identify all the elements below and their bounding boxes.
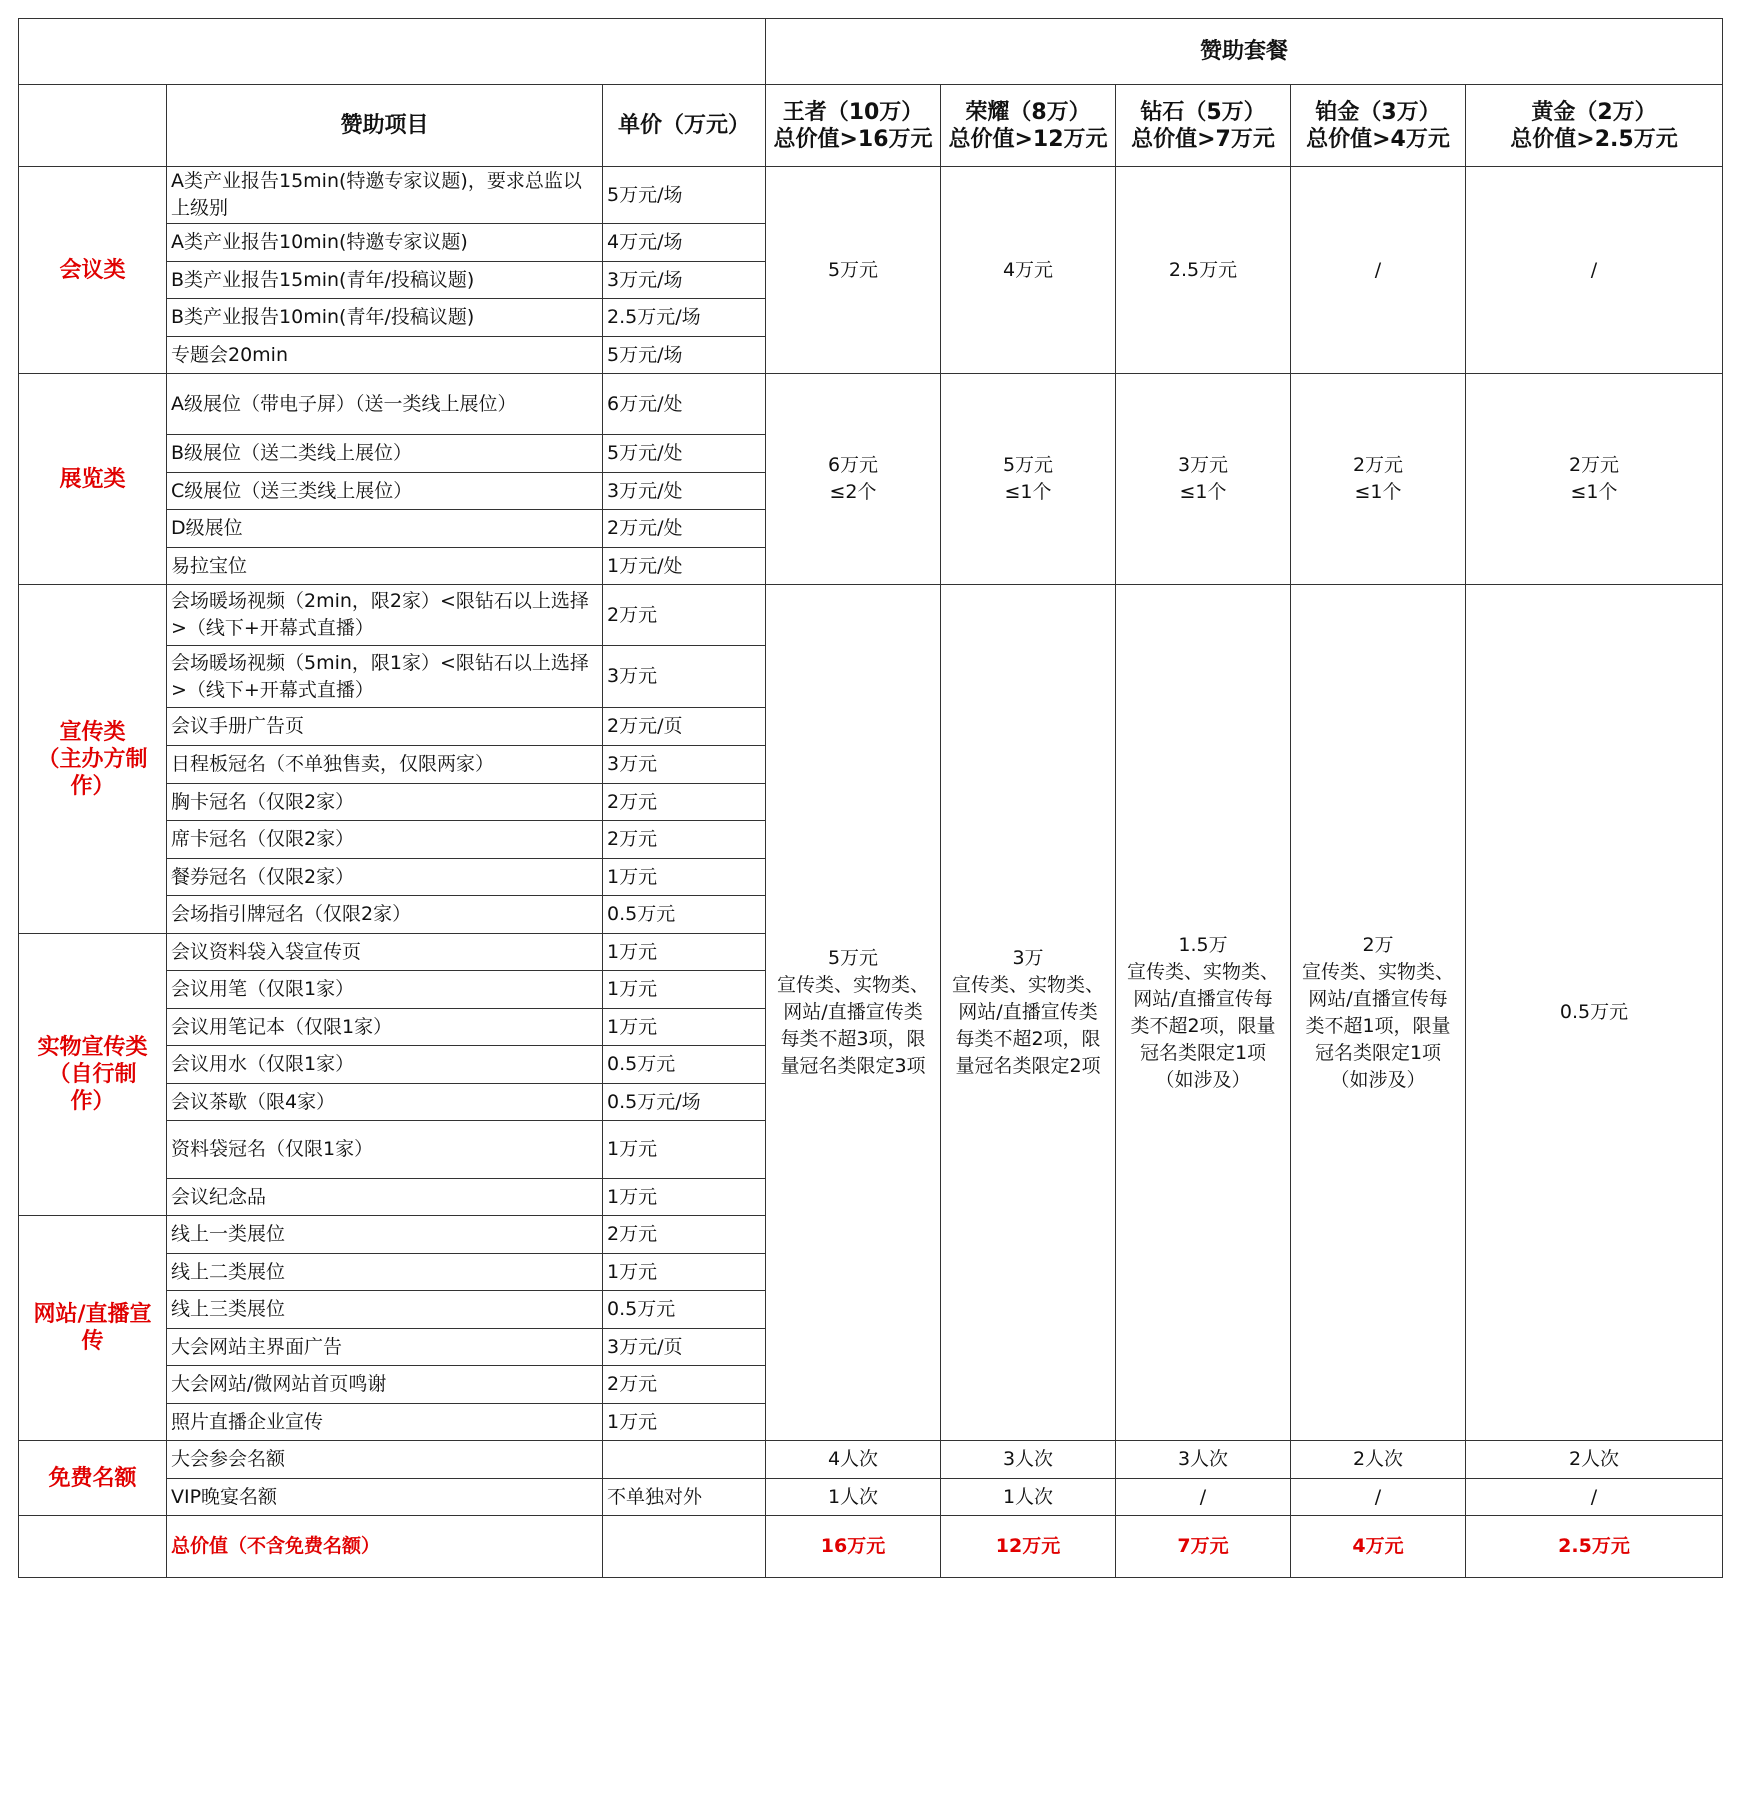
item-name: 餐券冠名（仅限2家）: [167, 859, 603, 896]
promo-tier-line: 2万: [1362, 933, 1394, 956]
item-name: 席卡冠名（仅限2家）: [167, 821, 603, 859]
promo-tier-value: [766, 585, 941, 1441]
tier-name: 王者（10万）: [782, 99, 924, 125]
item-price: 1万元: [603, 1254, 766, 1291]
tier-value: 总价值>12万元: [948, 126, 1108, 152]
total-tier-value: 7万元: [1116, 1516, 1291, 1578]
tier-name: 黄金（2万）: [1531, 99, 1657, 125]
meeting-tier-value: 2.5万元: [1116, 167, 1291, 374]
price-column-header: 单价（万元）: [603, 85, 766, 167]
item-price: 4万元/场: [603, 224, 766, 262]
item-price: 3万元: [603, 746, 766, 784]
sponsorship-table: [18, 18, 1723, 1578]
exhibit-tier-line: ≤1个: [1004, 481, 1052, 503]
tier-value: 总价值>16万元: [773, 126, 933, 152]
item-name: B类产业报告15min(青年/投稿议题): [167, 262, 603, 299]
item-name: 大会参会名额: [167, 1441, 603, 1479]
item-name: 会议纪念品: [167, 1179, 603, 1216]
item-name: B类产业报告10min(青年/投稿议题): [167, 299, 603, 337]
free-tier-value: 3人次: [941, 1441, 1116, 1479]
sponsorship-sheet: [18, 18, 1723, 1578]
item-name: 会议用笔（仅限1家）: [167, 971, 603, 1009]
exhibit-tier-line: 5万元: [1002, 454, 1054, 476]
total-category-cell: [19, 1516, 167, 1578]
promo-tier-line: 0.5万元: [1559, 1001, 1629, 1023]
item-name: 会议茶歇（限4家）: [167, 1084, 603, 1121]
exhibit-tier-value: [1291, 374, 1466, 585]
item-price: 3万元: [603, 646, 766, 708]
total-price-cell: [603, 1516, 766, 1578]
total-tier-value: 4万元: [1291, 1516, 1466, 1578]
title-row: [19, 19, 1723, 85]
exhibit-tier-line: ≤1个: [1354, 481, 1402, 503]
item-price: 1万元/处: [603, 548, 766, 585]
item-name: 会议用水（仅限1家）: [167, 1046, 603, 1084]
promo-tier-line: （如涉及）: [1330, 1068, 1426, 1091]
promo-tier-line: 类不超1项，限量: [1305, 1014, 1451, 1037]
free-row: [19, 1479, 1723, 1516]
item-price: 6万元/处: [603, 374, 766, 435]
item-name: 照片直播企业宣传: [167, 1404, 603, 1441]
promo-tier-line: 网站/直播宣传类: [783, 1001, 923, 1023]
total-tier-value: 2.5万元: [1466, 1516, 1723, 1578]
promo-tier-line: 量冠名类限定2项: [955, 1055, 1101, 1077]
promo-tier-line: 网站/直播宣传类: [958, 1001, 1098, 1023]
item-price: 5万元/处: [603, 435, 766, 473]
item-name: 会场暖场视频（2min，限2家）<限钻石以上选择>（线下+开幕式直播）: [167, 585, 603, 646]
category-physical: [19, 934, 167, 1216]
category-line: 宣传类: [59, 719, 126, 745]
tier-value: 总价值>7万元: [1131, 126, 1275, 152]
item-price: [603, 1441, 766, 1479]
category-web: [19, 1216, 167, 1441]
category-meeting: 会议类: [19, 167, 167, 374]
free-tier-value: 3人次: [1116, 1441, 1291, 1479]
free-tier-value: 2人次: [1291, 1441, 1466, 1479]
promo-tier-value: [1291, 585, 1466, 1441]
exhibit-tier-line: 2万元: [1352, 454, 1404, 476]
exhibit-tier-value: [1466, 374, 1723, 585]
free-tier-value: 2人次: [1466, 1441, 1723, 1479]
item-price: 2万元: [603, 821, 766, 859]
category-line: 作）: [70, 773, 115, 799]
tier-name: 荣耀（8万）: [965, 99, 1091, 125]
tier-header-zuanshi: [1116, 85, 1291, 167]
item-price: 3万元/处: [603, 473, 766, 510]
promo-tier-line: 3万: [1012, 947, 1044, 969]
meeting-row: [19, 167, 1723, 224]
free-tier-value: 1人次: [766, 1479, 941, 1516]
promo-row: [19, 585, 1723, 646]
item-price: 0.5万元: [603, 1291, 766, 1329]
item-price: 2.5万元/场: [603, 299, 766, 337]
item-name: 会议手册广告页: [167, 708, 603, 746]
promo-tier-line: 类不超2项，限量: [1130, 1014, 1276, 1037]
item-name: B级展位（送二类线上展位）: [167, 435, 603, 473]
category-line: （自行制: [48, 1062, 137, 1087]
meeting-tier-value: /: [1291, 167, 1466, 374]
promo-tier-value: [941, 585, 1116, 1441]
item-price: 0.5万元/场: [603, 1084, 766, 1121]
tier-name: 钻石（5万）: [1140, 99, 1266, 125]
free-tier-value: 4人次: [766, 1441, 941, 1479]
promo-tier-line: （如涉及）: [1155, 1068, 1251, 1091]
promo-tier-line: 5万元: [827, 947, 879, 969]
exhibit-tier-line: ≤2个: [829, 481, 877, 503]
item-price: 0.5万元: [603, 896, 766, 934]
item-price: 1万元: [603, 1179, 766, 1216]
total-tier-value: 16万元: [766, 1516, 941, 1578]
item-name: 资料袋冠名（仅限1家）: [167, 1121, 603, 1179]
item-name: 线上三类展位: [167, 1291, 603, 1329]
item-name: 易拉宝位: [167, 548, 603, 585]
item-price: 1万元: [603, 1009, 766, 1046]
item-price: 2万元: [603, 1216, 766, 1254]
item-name: 线上二类展位: [167, 1254, 603, 1291]
tier-header-huangjin: [1466, 85, 1723, 167]
free-tier-value: /: [1116, 1479, 1291, 1516]
free-tier-value: 1人次: [941, 1479, 1116, 1516]
item-price: 1万元: [603, 971, 766, 1009]
promo-tier-line: 网站/直播宣传每: [1133, 987, 1273, 1010]
item-name: VIP晚宴名额: [167, 1479, 603, 1516]
exhibit-tier-line: 2万元: [1568, 454, 1620, 476]
item-price: 5万元/场: [603, 337, 766, 374]
promo-tier-line: 宣传类、实物类、: [951, 974, 1104, 996]
exhibit-tier-line: 6万元: [827, 454, 879, 476]
total-tier-value: 12万元: [941, 1516, 1116, 1578]
item-name: D级展位: [167, 510, 603, 548]
meeting-tier-value: 5万元: [766, 167, 941, 374]
free-row: [19, 1441, 1723, 1479]
meeting-tier-value: 4万元: [941, 167, 1116, 374]
exhibit-tier-line: 3万元: [1177, 454, 1229, 476]
category-header-cell: [19, 85, 167, 167]
category-line: （主办方制: [37, 746, 148, 772]
tier-header-rongyao: [941, 85, 1116, 167]
category-promo: [19, 585, 167, 934]
column-header-row: [19, 85, 1723, 167]
exhibit-tier-line: ≤1个: [1570, 481, 1618, 503]
tier-header-wangzhe: [766, 85, 941, 167]
exhibit-tier-line: ≤1个: [1179, 481, 1227, 503]
item-price: 1万元: [603, 859, 766, 896]
item-name: 日程板冠名（不单独售卖，仅限两家）: [167, 746, 603, 784]
item-price: 5万元/场: [603, 167, 766, 224]
category-line: 网站/直播宣: [33, 1302, 152, 1327]
item-price: 1万元: [603, 1121, 766, 1179]
item-name: 会场暖场视频（5min，限1家）<限钻石以上选择>（线下+开幕式直播）: [167, 646, 603, 708]
item-price: 2万元/处: [603, 510, 766, 548]
item-price: 不单独对外: [603, 1479, 766, 1516]
category-line: 传: [81, 1329, 104, 1354]
item-price: 1万元: [603, 1404, 766, 1441]
item-name: 大会网站主界面广告: [167, 1329, 603, 1366]
total-label: 总价值（不含免费名额）: [167, 1516, 603, 1578]
promo-tier-line: 1.5万: [1178, 933, 1228, 956]
total-row: [19, 1516, 1723, 1578]
promo-tier-line: 网站/直播宣传每: [1308, 987, 1448, 1010]
item-name: 线上一类展位: [167, 1216, 603, 1254]
item-name: C级展位（送三类线上展位）: [167, 473, 603, 510]
promo-tier-line: 每类不超3项，限: [780, 1028, 926, 1050]
item-name: 会场指引牌冠名（仅限2家）: [167, 896, 603, 934]
tier-value: 总价值>2.5万元: [1510, 126, 1678, 152]
package-title: 赞助套餐: [766, 19, 1723, 85]
promo-tier-line: 宣传类、实物类、: [1126, 960, 1279, 983]
promo-tier-line: 每类不超2项，限: [955, 1028, 1101, 1050]
exhibit-row: [19, 374, 1723, 435]
tier-name: 铂金（3万）: [1315, 99, 1441, 125]
item-price: 1万元: [603, 934, 766, 971]
exhibit-tier-value: [1116, 374, 1291, 585]
category-free: 免费名额: [19, 1441, 167, 1516]
item-name: 会议用笔记本（仅限1家）: [167, 1009, 603, 1046]
category-exhibit: 展览类: [19, 374, 167, 585]
item-name: A类产业报告10min(特邀专家议题): [167, 224, 603, 262]
category-line: 作）: [70, 1089, 115, 1114]
free-tier-value: /: [1466, 1479, 1723, 1516]
promo-tier-value: [1116, 585, 1291, 1441]
promo-tier-line: 冠名类限定1项: [1314, 1041, 1442, 1064]
item-price: 2万元: [603, 585, 766, 646]
blank-header-cell: [19, 19, 766, 85]
promo-tier-line: 宣传类、实物类、: [776, 974, 929, 996]
free-tier-value: /: [1291, 1479, 1466, 1516]
category-line: 实物宣传类: [37, 1035, 148, 1060]
promo-tier-line: 宣传类、实物类、: [1301, 960, 1454, 983]
item-name: A级展位（带电子屏）（送一类线上展位）: [167, 374, 603, 435]
item-name: 专题会20min: [167, 337, 603, 374]
promo-tier-value: [1466, 585, 1723, 1441]
exhibit-tier-value: [766, 374, 941, 585]
item-name: 大会网站/微网站首页鸣谢: [167, 1366, 603, 1404]
tier-value: 总价值>4万元: [1306, 126, 1450, 152]
item-name: A类产业报告15min(特邀专家议题)，要求总监以上级别: [167, 167, 603, 224]
item-name: 胸卡冠名（仅限2家）: [167, 784, 603, 821]
exhibit-tier-value: [941, 374, 1116, 585]
item-price: 0.5万元: [603, 1046, 766, 1084]
tier-header-bojin: [1291, 85, 1466, 167]
item-price: 2万元: [603, 784, 766, 821]
promo-tier-line: 量冠名类限定3项: [780, 1055, 926, 1077]
promo-tier-line: 冠名类限定1项: [1139, 1041, 1267, 1064]
item-price: 2万元: [603, 1366, 766, 1404]
item-column-header: 赞助项目: [167, 85, 603, 167]
item-price: 3万元/页: [603, 1329, 766, 1366]
item-name: 会议资料袋入袋宣传页: [167, 934, 603, 971]
item-price: 2万元/页: [603, 708, 766, 746]
meeting-tier-value: /: [1466, 167, 1723, 374]
item-price: 3万元/场: [603, 262, 766, 299]
